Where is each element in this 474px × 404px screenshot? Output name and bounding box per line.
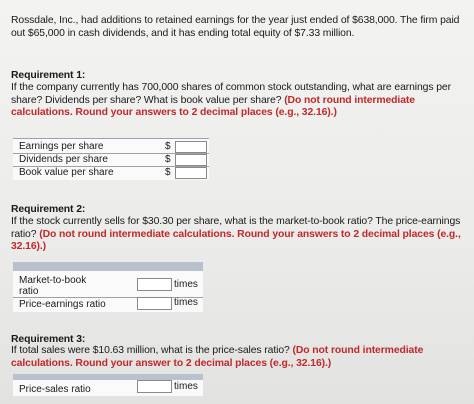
dividends-per-share-input[interactable] (175, 154, 207, 166)
dollar-symbol: $ (165, 167, 171, 178)
req3-heading: Requirement 3: (11, 334, 86, 345)
price-sales-input[interactable] (137, 380, 172, 393)
req1-answer-table (13, 138, 209, 180)
req3-question-block (11, 345, 463, 370)
req1-heading: Requirement 1: (11, 70, 86, 81)
req1-question: If the company currently has 700,000 shares of common stock outstanding, what are earnings per share? Dividends per share? What is book value per share? (11, 82, 451, 106)
req2-instruction: (Do not round intermediate calculations. Round your answers to 2 decimal places (e.g., 32.16).) (11, 228, 461, 252)
req2-heading: Requirement 2: (11, 204, 86, 215)
dollar-symbol: $ (165, 154, 171, 165)
dollar-symbol: $ (165, 141, 171, 152)
table-header-bar (13, 262, 203, 271)
row-label: Book value per share (19, 167, 114, 178)
times-unit: times (174, 279, 198, 290)
table-header-bar (13, 374, 203, 380)
req3-question: If total sales were $10.63 million, what is the price-sales ratio? (11, 345, 290, 356)
req1-question-block (11, 82, 463, 120)
times-unit: times (174, 381, 198, 392)
req1-instruction: (Do not round intermediate calculations. Round your answers to 2 decimal places (e.g., 32.16).) (11, 94, 415, 118)
intro-paragraph (11, 15, 463, 40)
table-row (13, 141, 209, 153)
price-earnings-input[interactable] (137, 297, 172, 310)
market-to-book-input[interactable] (137, 278, 172, 291)
intro-text: Rossdale, Inc., had additions to retained earnings for the year just ended of $638,000. The firm paid out $65,000 in cash dividends, and it has ending total equity of $7.33 million. (11, 15, 460, 39)
row-label: Dividends per share (19, 154, 108, 165)
earnings-per-share-input[interactable] (175, 141, 207, 153)
row-label: Earnings per share (19, 141, 104, 152)
times-unit: times (174, 297, 198, 308)
req2-question: If the stock currently sells for $30.30 per share, what is the market-to-book ratio? The price-earnings ratio? (11, 216, 461, 240)
table-row (13, 167, 209, 179)
book-value-per-share-input[interactable] (175, 167, 207, 179)
req3-instruction: (Do not round intermediate calculations. Round your answer to 2 decimal places (e.g., 32.16).) (11, 345, 424, 369)
row-label: Price-earnings ratio (19, 299, 106, 310)
row-label: Price-sales ratio (19, 384, 91, 395)
req2-question-block (11, 216, 463, 254)
table-row (13, 154, 209, 166)
row-label: Market-to-book ratio (19, 275, 87, 297)
